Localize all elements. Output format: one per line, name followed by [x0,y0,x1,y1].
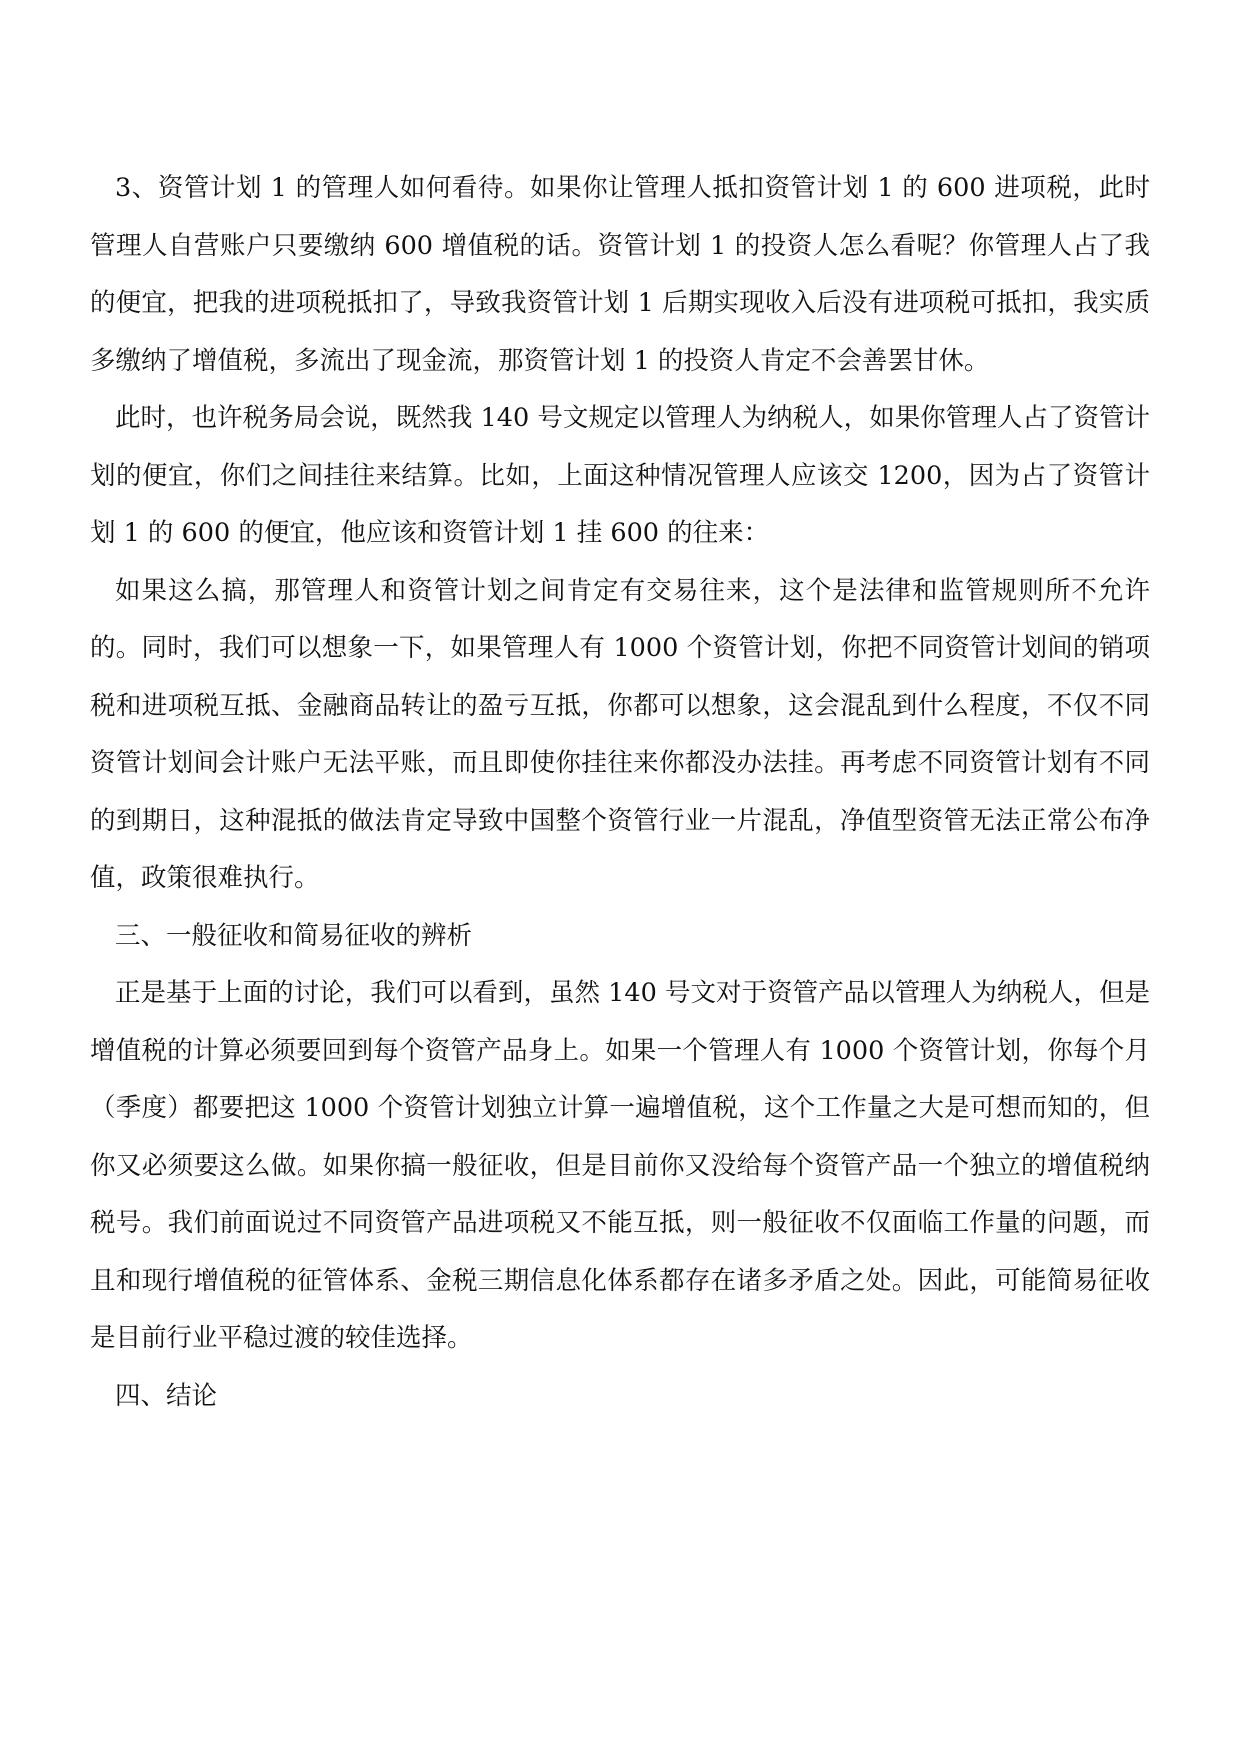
section-heading-general-vs-simple: 三、一般征收和简易征收的辨析 [115,920,473,951]
section-heading-conclusion: 四、结论 [115,1380,218,1411]
paragraph-simple-levy: 正是基于上面的讨论，我们可以看到，虽然 140 号文对于资管产品以管理人为纳税人，但是增值税的计算必须要回到每个资管产品身上。如果一个管理人有 1000 个资管计划，你每个月（季度）都要把这 1000 个资管计划独立计算一遍增值税，这个工作量之大是可想而知的，但你又必须要这么做。如果你搞一般征收，但是目前你又没给每个资管产品一个独立的增值税纳税号。我们前面说过不同资管产品进项税又不能互抵，则一般征收不仅面临工作量的问题，而且和现行增值税的征管体系、金税三期信息化体系都存在诸多矛盾之处。因此，可能简易征收是目前行业平稳过渡的较佳选择。 [90,978,1150,1353]
paragraph-cross-offset: 如果这么搞，那管理人和资管计划之间肯定有交易往来，这个是法律和监管规则所不允许的。同时，我们可以想象一下，如果管理人有 1000 个资管计划，你把不同资管计划间的销项税和进项税互抵、金融商品转让的盈亏互抵，你都可以想象，这会混乱到什么程度，不仅不同资管计划间会计账户无法平账，而且即使你挂往来你都没办法挂。再考虑不同资管计划有不同的到期日，这种混抵的做法肯定导致中国整个资管行业一片混乱，净值型资管无法正常公布净值，政策很难执行。 [90,575,1150,893]
paragraph-asset-plan-manager: 3、资管计划 1 的管理人如何看待。如果你让管理人抵扣资管计划 1 的 600 进项税，此时管理人自营账户只要缴纳 600 增值税的话。资管计划 1 的投资人怎么看呢？你管理人占了我的便宜，把我的进项税抵扣了，导致我资管计划 1 后期实现收入后没有进项税可抵扣，我实质多缴纳了增值税，多流出了现金流，那资管计划 1 的投资人肯定不会善罢甘休。 [90,173,1150,376]
document-body [90,160,1150,1425]
paragraph-tax-bureau: 此时，也许税务局会说，既然我 140 号文规定以管理人为纳税人，如果你管理人占了资管计划的便宜，你们之间挂往来结算。比如，上面这种情况管理人应该交 1200，因为占了资管计划 1 的 600 的便宜，他应该和资管计划 1 挂 600 的往来： [90,403,1150,548]
